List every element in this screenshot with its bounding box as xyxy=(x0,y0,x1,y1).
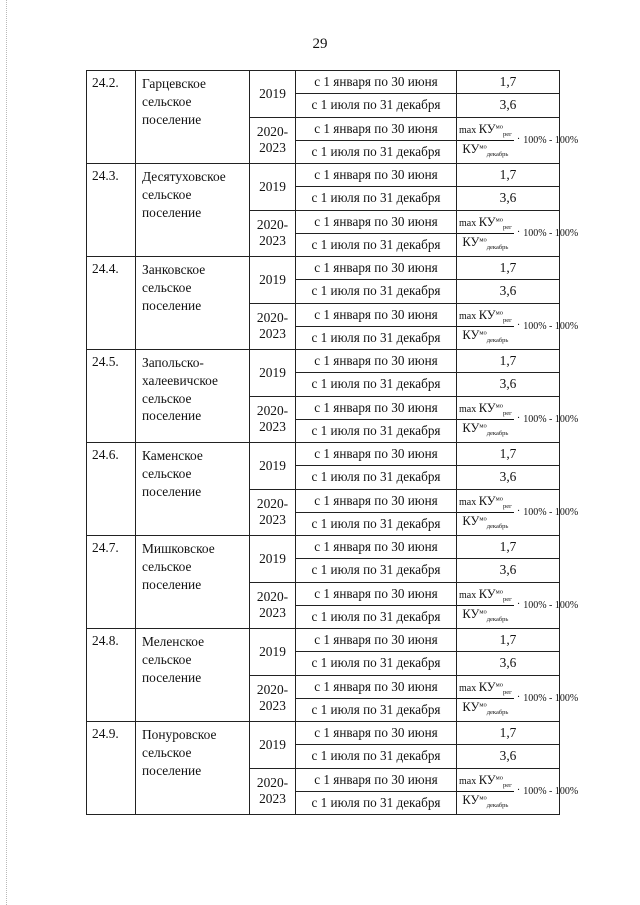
period-first-half: с 1 января по 30 июня xyxy=(296,350,457,373)
period-second-half: с 1 июля по 31 декабря xyxy=(296,791,457,814)
tariff-table-body xyxy=(87,71,579,815)
period-first-half: с 1 января по 30 июня xyxy=(296,396,457,419)
value-second-half: 3,6 xyxy=(457,373,560,396)
formula-cell xyxy=(457,582,579,629)
value-second-half: 3,6 xyxy=(457,466,560,489)
formula-tail: 100% - 100% xyxy=(523,413,579,425)
formula-numerator: $\max КУ^{мо}_{рег}$ xyxy=(457,215,514,234)
year-2020-2023: 2020- 2023 xyxy=(250,675,296,722)
period-second-half: с 1 июля по 31 декабря xyxy=(296,94,457,117)
row-number: 24.6. xyxy=(87,443,136,536)
formula-cell xyxy=(457,210,579,257)
settlement-name: Гарцевское сельское поселение xyxy=(136,71,250,164)
value-first-half: 1,7 xyxy=(457,722,560,745)
period-first-half: с 1 января по 30 июня xyxy=(296,303,457,326)
formula-tail: 100% - 100% xyxy=(523,785,579,797)
year-2019: 2019 xyxy=(250,443,296,490)
formula-denominator: $КУ^{мо}_{декабрь}$ xyxy=(462,328,509,345)
settlement-name: Понуровское сельское поселение xyxy=(136,722,250,815)
year-2019: 2019 xyxy=(250,164,296,211)
table-row xyxy=(87,536,560,559)
period-second-half: с 1 июля по 31 декабря xyxy=(296,140,457,163)
settlement-name: Каменское сельское поселение xyxy=(136,443,250,536)
year-2020-2023: 2020- 2023 xyxy=(250,396,296,443)
formula-numerator: $\max КУ^{мо}_{рег}$ xyxy=(457,494,514,513)
tariff-table xyxy=(86,70,579,815)
formula: $\max КУ^{мо}_{рег}$ $КУ^{мо}_{декабрь}$ · 100% - 100% xyxy=(459,494,579,531)
row-number: 24.9. xyxy=(87,722,136,815)
formula-tail: 100% - 100% xyxy=(523,692,579,704)
settlement-name: Меленское сельское поселение xyxy=(136,629,250,722)
formula-tail: 100% - 100% xyxy=(523,134,579,146)
settlement-name: Занковское сельское поселение xyxy=(136,257,250,350)
formula: $\max КУ^{мо}_{рег}$ $КУ^{мо}_{декабрь}$ · 100% - 100% xyxy=(459,215,579,252)
formula-fraction xyxy=(457,401,514,438)
value-first-half: 1,7 xyxy=(457,443,560,466)
formula-tail: 100% - 100% xyxy=(523,227,579,239)
value-first-half: 1,7 xyxy=(457,71,560,94)
period-first-half: с 1 января по 30 июня xyxy=(296,257,457,280)
year-2019: 2019 xyxy=(250,536,296,583)
scan-edge-line xyxy=(6,0,7,905)
period-first-half: с 1 января по 30 июня xyxy=(296,117,457,140)
value-first-half: 1,7 xyxy=(457,164,560,187)
value-second-half: 3,6 xyxy=(457,280,560,303)
year-2019: 2019 xyxy=(250,722,296,769)
formula-fraction xyxy=(457,215,514,252)
formula-fraction xyxy=(457,122,514,159)
period-first-half: с 1 января по 30 июня xyxy=(296,71,457,94)
period-second-half: с 1 июля по 31 декабря xyxy=(296,373,457,396)
period-second-half: с 1 июля по 31 декабря xyxy=(296,466,457,489)
value-second-half: 3,6 xyxy=(457,652,560,675)
formula-cell xyxy=(457,117,579,164)
period-first-half: с 1 января по 30 июня xyxy=(296,210,457,233)
formula-numerator: $\max КУ^{мо}_{рег}$ xyxy=(457,308,514,327)
formula-denominator: $КУ^{мо}_{декабрь}$ xyxy=(462,142,509,159)
period-first-half: с 1 января по 30 июня xyxy=(296,582,457,605)
formula: $\max КУ^{мо}_{рег}$ $КУ^{мо}_{декабрь}$ · 100% - 100% xyxy=(459,401,579,438)
settlement-name: Мишковское сельское поселение xyxy=(136,536,250,629)
formula-fraction xyxy=(457,494,514,531)
value-first-half: 1,7 xyxy=(457,629,560,652)
formula-cell xyxy=(457,396,579,443)
formula: $\max КУ^{мо}_{рег}$ $КУ^{мо}_{декабрь}$ · 100% - 100% xyxy=(459,680,579,717)
formula-cell xyxy=(457,675,579,722)
table-row xyxy=(87,443,560,466)
formula: $\max КУ^{мо}_{рег}$ $КУ^{мо}_{декабрь}$ · 100% - 100% xyxy=(459,587,579,624)
year-2019: 2019 xyxy=(250,350,296,397)
table-row xyxy=(87,629,560,652)
period-second-half: с 1 июля по 31 декабря xyxy=(296,745,457,768)
year-2019: 2019 xyxy=(250,257,296,304)
formula-fraction xyxy=(457,680,514,717)
table-row xyxy=(87,350,560,373)
year-2020-2023: 2020- 2023 xyxy=(250,582,296,629)
formula: $\max КУ^{мо}_{рег}$ $КУ^{мо}_{декабрь}$ · 100% - 100% xyxy=(459,308,579,345)
period-second-half: с 1 июля по 31 декабря xyxy=(296,280,457,303)
year-2019: 2019 xyxy=(250,629,296,676)
formula-denominator: $КУ^{мо}_{декабрь}$ xyxy=(462,793,509,810)
settlement-name: Десятуховское сельское поселение xyxy=(136,164,250,257)
value-second-half: 3,6 xyxy=(457,94,560,117)
formula-denominator: $КУ^{мо}_{декабрь}$ xyxy=(462,607,509,624)
formula-cell xyxy=(457,303,579,350)
year-2020-2023: 2020- 2023 xyxy=(250,303,296,350)
period-first-half: с 1 января по 30 июня xyxy=(296,443,457,466)
period-second-half: с 1 июля по 31 декабря xyxy=(296,187,457,210)
period-second-half: с 1 июля по 31 декабря xyxy=(296,605,457,628)
formula-tail: 100% - 100% xyxy=(523,599,579,611)
formula-tail: 100% - 100% xyxy=(523,506,579,518)
period-second-half: с 1 июля по 31 декабря xyxy=(296,698,457,721)
formula: $\max КУ^{мо}_{рег}$ $КУ^{мо}_{декабрь}$ · 100% - 100% xyxy=(459,773,579,810)
value-second-half: 3,6 xyxy=(457,745,560,768)
formula-tail: 100% - 100% xyxy=(523,320,579,332)
year-2020-2023: 2020- 2023 xyxy=(250,210,296,257)
period-first-half: с 1 января по 30 июня xyxy=(296,722,457,745)
year-2019: 2019 xyxy=(250,71,296,118)
period-second-half: с 1 июля по 31 декабря xyxy=(296,512,457,535)
value-second-half: 3,6 xyxy=(457,187,560,210)
period-second-half: с 1 июля по 31 декабря xyxy=(296,326,457,349)
formula: $\max КУ^{мо}_{рег}$ $КУ^{мо}_{декабрь}$ · 100% - 100% xyxy=(459,122,579,159)
year-2020-2023: 2020- 2023 xyxy=(250,117,296,164)
value-second-half: 3,6 xyxy=(457,559,560,582)
formula-fraction xyxy=(457,773,514,810)
formula-numerator: $\max КУ^{мо}_{рег}$ xyxy=(457,680,514,699)
value-first-half: 1,7 xyxy=(457,257,560,280)
row-number: 24.2. xyxy=(87,71,136,164)
table-row xyxy=(87,71,560,94)
table-row xyxy=(87,722,560,745)
value-first-half: 1,7 xyxy=(457,350,560,373)
row-number: 24.3. xyxy=(87,164,136,257)
formula-fraction xyxy=(457,587,514,624)
period-first-half: с 1 января по 30 июня xyxy=(296,768,457,791)
period-second-half: с 1 июля по 31 декабря xyxy=(296,419,457,442)
table-row xyxy=(87,164,560,187)
period-first-half: с 1 января по 30 июня xyxy=(296,629,457,652)
formula-denominator: $КУ^{мо}_{декабрь}$ xyxy=(462,514,509,531)
page-number: 29 xyxy=(312,36,328,52)
period-first-half: с 1 января по 30 июня xyxy=(296,164,457,187)
year-2020-2023: 2020- 2023 xyxy=(250,768,296,815)
formula-numerator: $\max КУ^{мо}_{рег}$ xyxy=(457,401,514,420)
settlement-name: Запольско-халеевичское сельское поселение xyxy=(136,350,250,443)
row-number: 24.5. xyxy=(87,350,136,443)
row-number: 24.4. xyxy=(87,257,136,350)
row-number: 24.7. xyxy=(87,536,136,629)
year-2020-2023: 2020- 2023 xyxy=(250,489,296,536)
period-second-half: с 1 июля по 31 декабря xyxy=(296,233,457,256)
formula-cell xyxy=(457,489,579,536)
period-first-half: с 1 января по 30 июня xyxy=(296,489,457,512)
formula-cell xyxy=(457,768,579,815)
value-first-half: 1,7 xyxy=(457,536,560,559)
formula-denominator: $КУ^{мо}_{декабрь}$ xyxy=(462,700,509,717)
formula-numerator: $\max КУ^{мо}_{рег}$ xyxy=(457,773,514,792)
period-second-half: с 1 июля по 31 декабря xyxy=(296,652,457,675)
formula-denominator: $КУ^{мо}_{декабрь}$ xyxy=(462,421,509,438)
period-second-half: с 1 июля по 31 декабря xyxy=(296,559,457,582)
table-row xyxy=(87,257,560,280)
row-number: 24.8. xyxy=(87,629,136,722)
formula-denominator: $КУ^{мо}_{декабрь}$ xyxy=(462,235,509,252)
formula-numerator: $\max КУ^{мо}_{рег}$ xyxy=(457,122,514,141)
formula-fraction xyxy=(457,308,514,345)
period-first-half: с 1 января по 30 июня xyxy=(296,675,457,698)
period-first-half: с 1 января по 30 июня xyxy=(296,536,457,559)
formula-numerator: $\max КУ^{мо}_{рег}$ xyxy=(457,587,514,606)
